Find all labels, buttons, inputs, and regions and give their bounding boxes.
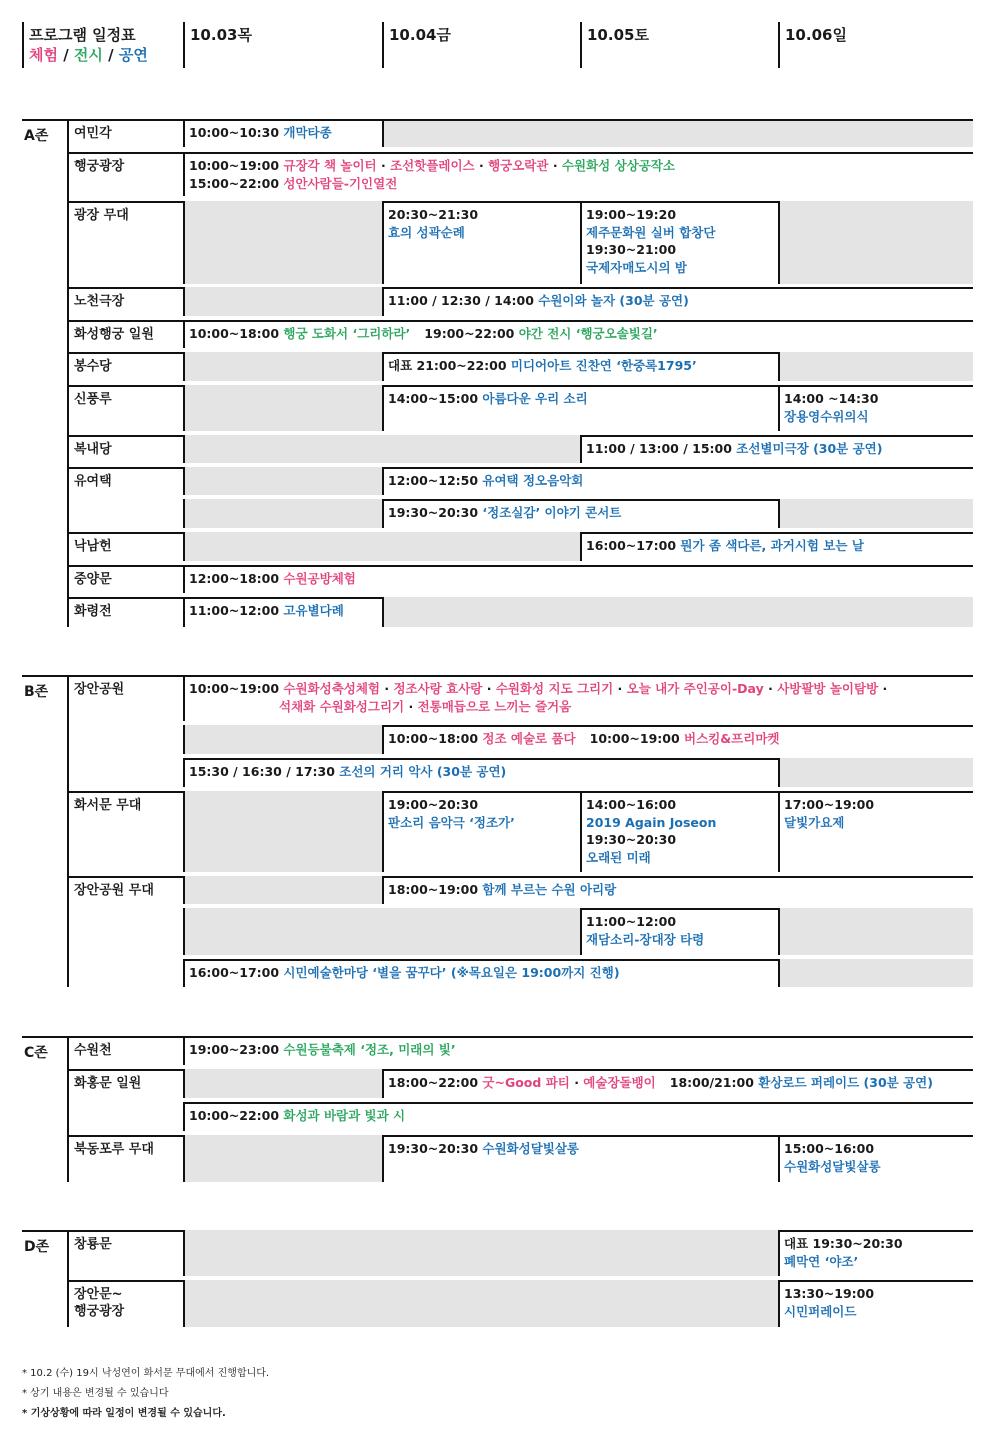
- venue-yeomingak: 여민각: [74, 126, 112, 141]
- event-cell: [382, 791, 580, 872]
- event-time: 10:00~18:00: [189, 326, 284, 341]
- event-cell: [183, 959, 778, 987]
- event-name: 유여택 정오음악회: [482, 473, 584, 488]
- event-name: 국제자매도시의 밤: [586, 259, 687, 275]
- venue-changryongmun: 창룡문: [74, 1237, 112, 1252]
- sep: ·: [376, 158, 391, 173]
- event-name: 효의 성곽순례: [388, 224, 465, 240]
- venue-hwahongmun: 화홍문 일원: [74, 1076, 142, 1091]
- event-name: 판소리 음악극 ‘정조가’: [388, 814, 515, 830]
- event-time: 19:30~21:00: [586, 242, 677, 257]
- event-time: 대표 21:00~22:00: [388, 358, 511, 373]
- event-name: 규장각 책 놀이터: [283, 158, 377, 173]
- empty-cell: [183, 791, 382, 872]
- event-cell: [580, 791, 778, 872]
- footnote: * 10.2 (수) 19시 낙성연이 화서문 무대에서 진행합니다.: [22, 1368, 270, 1379]
- event-name: 개막타종: [283, 125, 332, 140]
- event-time: 19:00~20:30: [388, 797, 479, 812]
- empty-cell: [183, 1069, 382, 1098]
- event-time: 15:30 / 16:30 / 17:30: [189, 764, 340, 779]
- empty-cell: [183, 499, 382, 528]
- event-cell: [183, 675, 973, 721]
- event-time: 19:00~19:20: [586, 207, 677, 222]
- event-time: 17:00~19:00: [784, 797, 875, 812]
- event-cell: [580, 435, 973, 463]
- event-name: 장용영수위의식: [784, 408, 869, 424]
- event-name: 수원공방체험: [283, 571, 356, 586]
- event-time: 10:00~19:00: [189, 681, 284, 696]
- event-name: 정조사랑 효사랑: [393, 681, 483, 696]
- category-legend: [29, 44, 148, 65]
- empty-cell: [183, 385, 382, 431]
- event-time: 16:00~17:00: [586, 538, 681, 553]
- sep: ·: [380, 681, 394, 696]
- venue-line: 행궁광장: [74, 1304, 125, 1319]
- zone-d-venue-rule: [67, 1230, 69, 1327]
- venue-bukdong-stage: 북동포루 무대: [74, 1142, 154, 1157]
- venue-bongsudang: 봉수당: [74, 359, 112, 374]
- empty-cell: [382, 119, 973, 147]
- event-name: 화성과 바람과 빛과 시: [283, 1108, 406, 1123]
- day-header-3: 10.05토: [587, 26, 649, 44]
- empty-cell: [382, 597, 973, 627]
- event-name: ‘정조실감’ 이야기 콘서트: [482, 505, 622, 520]
- event-name: 재담소리-장대장 타령: [586, 931, 705, 947]
- sep: ·: [613, 681, 627, 696]
- event-time: 16:00~17:00: [189, 965, 284, 980]
- event-cell: [382, 287, 973, 316]
- event-name: 아름다운 우리 소리: [482, 391, 588, 406]
- event-cell: [382, 467, 973, 495]
- empty-cell: [778, 908, 973, 955]
- venue-outdoor-theater: 노천극장: [74, 294, 125, 309]
- event-name: 조선별미극장 (30분 공연): [736, 441, 883, 456]
- event-time: 14:00 ~14:30: [784, 391, 879, 406]
- event-name: 오늘 내가 주인공이-Day: [626, 681, 764, 696]
- event-cell: [382, 876, 973, 904]
- sep: ·: [569, 1075, 584, 1090]
- empty-cell: [183, 467, 382, 495]
- event-time: 10:00~19:00: [589, 731, 685, 746]
- event-time: 13:30~19:00: [784, 1286, 875, 1301]
- event-name: 버스킹&프리마켓: [684, 731, 780, 746]
- empty-cell: [183, 1135, 382, 1182]
- event-time: 11:00~12:00: [189, 603, 284, 618]
- venue-hwaryeongjeon: 화령전: [74, 604, 112, 619]
- event-cell: [382, 499, 778, 528]
- event-cell: [778, 385, 973, 431]
- empty-cell: [183, 876, 382, 904]
- empty-cell: [778, 758, 973, 787]
- sep: ·: [878, 681, 888, 696]
- event-cell: [183, 119, 382, 147]
- event-name: 조선의 거리 악사 (30분 공연): [339, 764, 507, 779]
- zone-a-label: A존: [24, 128, 49, 144]
- event-cell: [778, 1135, 973, 1182]
- event-name: 야간 전시 ‘행궁오솔빛길’: [518, 326, 658, 341]
- zone-c-label: C존: [24, 1045, 48, 1061]
- empty-cell: [183, 352, 382, 381]
- venue-janganpark: 장안공원: [74, 682, 125, 697]
- venue-hwaseong-haenggung: 화성행궁 일원: [74, 327, 154, 342]
- venue-square-stage: 광장 무대: [74, 208, 129, 223]
- event-cell: [183, 1036, 973, 1065]
- empty-cell: [183, 435, 580, 463]
- empty-cell: [778, 201, 973, 284]
- venue-haenggung-square: 행궁광장: [74, 159, 125, 174]
- event-cell: [183, 152, 973, 196]
- event-name: 오래된 미래: [586, 849, 651, 865]
- event-time: 18:00~19:00: [388, 882, 483, 897]
- venue-suwoncheon: 수원천: [74, 1043, 112, 1058]
- event-name: 예술장돌뱅이: [583, 1075, 656, 1090]
- event-name: 뭔가 좀 색다른, 과거시험 보는 날: [680, 538, 864, 553]
- empty-cell: [778, 352, 973, 381]
- event-name: 시민예술한마당 ‘별을 꿈꾸다’: [283, 965, 447, 980]
- event-time: 11:00 / 13:00 / 15:00: [586, 441, 737, 456]
- event-cell: [778, 1230, 973, 1276]
- event-time: 19:30~20:30: [388, 505, 483, 520]
- event-time: 19:30~20:30: [388, 1141, 483, 1156]
- event-cell: [382, 385, 778, 431]
- event-name: 폐막연 ‘야조’: [784, 1253, 859, 1269]
- empty-cell: [183, 908, 580, 955]
- event-name: 굿~Good 파티: [482, 1075, 570, 1090]
- event-name: 제주문화원 실버 합창단: [586, 224, 716, 240]
- zone-d-label: D존: [24, 1239, 50, 1255]
- event-time: 19:00~23:00: [189, 1042, 284, 1057]
- legend-sep: /: [102, 46, 119, 64]
- event-name: 석채화 수원화성그리기: [279, 698, 405, 714]
- header-divider: [22, 22, 24, 68]
- empty-cell: [183, 1280, 778, 1327]
- sep: ·: [548, 158, 562, 173]
- venue-janganmun: [74, 1286, 124, 1320]
- venue-jungyangmun: 중양문: [74, 572, 112, 587]
- venue-sinpungnu: 신풍루: [74, 392, 112, 407]
- event-cell: [580, 908, 778, 955]
- event-cell: [183, 597, 382, 627]
- event-time: 14:00~16:00: [586, 797, 677, 812]
- event-name: 시민퍼레이드: [784, 1303, 857, 1319]
- sep: ·: [404, 698, 418, 714]
- event-time: 10:00~10:30: [189, 125, 284, 140]
- event-name: 환상로드 퍼레이드 (30분 공연): [758, 1075, 933, 1090]
- event-time: 19:00~22:00: [424, 326, 519, 341]
- legend-experience: 체험: [29, 46, 58, 64]
- legend-performance: 공연: [118, 46, 148, 64]
- empty-cell: [778, 959, 973, 987]
- event-name: 2019 Again Joseon: [586, 814, 717, 830]
- empty-cell: [183, 287, 382, 316]
- event-cell: [778, 1280, 973, 1327]
- legend-sep: /: [57, 46, 74, 64]
- event-cell: [382, 201, 580, 284]
- empty-cell: [778, 499, 973, 528]
- event-name: 미디어아트 진찬연 ‘한중록1795’: [510, 358, 697, 373]
- event-name: 수원화성축성체험: [283, 681, 381, 696]
- event-time: 대표 19:30~20:30: [784, 1236, 903, 1251]
- zone-a-venue-rule: [67, 119, 69, 627]
- empty-cell: [183, 532, 580, 561]
- event-name: 행궁오락관: [488, 158, 549, 173]
- event-name: 수원화성달빛살롱: [784, 1158, 881, 1174]
- event-time: 10:00~18:00: [388, 731, 483, 746]
- event-name: 수원화성 상상공작소: [561, 158, 675, 173]
- empty-cell: [183, 725, 382, 754]
- event-cell: [183, 320, 973, 348]
- event-time: 14:00~15:00: [388, 391, 483, 406]
- event-time: 10:00~19:00: [189, 158, 284, 173]
- venue-naknamheon: 낙남헌: [74, 539, 112, 554]
- event-cell: [382, 352, 778, 381]
- event-cell: [183, 758, 778, 787]
- zone-b-venue-rule: [67, 675, 69, 987]
- event-name: 달빛가요제: [784, 814, 845, 830]
- zone-b-label: B존: [24, 684, 49, 700]
- event-time: 11:00 / 12:30 / 14:00: [388, 293, 539, 308]
- event-name: 성안사람들-기인열전: [283, 175, 398, 191]
- event-name: 정조 예술로 품다: [482, 731, 576, 746]
- day-header-4: 10.06일: [785, 26, 847, 44]
- event-time: 15:00~22:00: [189, 175, 284, 191]
- sep: ·: [474, 158, 489, 173]
- header-divider: [778, 22, 780, 68]
- event-name: 행궁 도화서 ‘그리하라’: [283, 326, 411, 341]
- event-name: 수원화성 지도 그리기: [495, 681, 614, 696]
- venue-line: 장안문~: [74, 1287, 123, 1302]
- legend-exhibition: 전시: [73, 46, 103, 64]
- sep: ·: [482, 681, 496, 696]
- event-cell: [382, 725, 973, 754]
- event-name: 수원등불축제 ‘정조, 미래의 빛’: [283, 1042, 456, 1057]
- day-header-2: 10.04금: [389, 26, 451, 44]
- venue-boknaedang: 복내당: [74, 442, 112, 457]
- event-time: 11:00~12:00: [586, 914, 677, 929]
- empty-cell: [183, 1230, 778, 1276]
- event-cell: [183, 565, 973, 593]
- event-name: 고유별다례: [283, 603, 344, 618]
- empty-cell: [183, 201, 382, 284]
- zone-c-venue-rule: [67, 1036, 69, 1182]
- event-time: 18:00~22:00: [388, 1075, 483, 1090]
- event-cell: [580, 532, 973, 561]
- sep: ·: [763, 681, 778, 696]
- event-cell: [580, 201, 778, 284]
- event-time: 12:00~12:50: [388, 473, 483, 488]
- event-name: 사방팔방 놀이탐방: [777, 681, 879, 696]
- event-cell: [778, 791, 973, 872]
- event-cell: [382, 1135, 778, 1182]
- event-name: 함께 부르는 수원 아리랑: [482, 882, 617, 897]
- venue-janganpark-stage: 장안공원 무대: [74, 883, 154, 898]
- footnote: * 기상상황에 따라 일정이 변경될 수 있습니다.: [22, 1408, 226, 1419]
- event-time: 10:00~22:00: [189, 1108, 284, 1123]
- event-time: 18:00/21:00: [669, 1075, 759, 1090]
- event-time: 12:00~18:00: [189, 571, 284, 586]
- footnote: * 상기 내용은 변경될 수 있습니다: [22, 1388, 169, 1399]
- event-time: 19:30~20:30: [586, 832, 677, 847]
- venue-hwaseomun-stage: 화서문 무대: [74, 798, 142, 813]
- page-title: 프로그램 일정표: [29, 26, 136, 44]
- event-note: (※목요일은 19:00까지 진행): [446, 965, 620, 980]
- header-divider: [580, 22, 582, 68]
- venue-yuyeotaek: 유여택: [74, 474, 112, 489]
- header-divider: [183, 22, 185, 68]
- event-name: 수원이와 놀자 (30분 공연): [538, 293, 689, 308]
- event-time: 15:00~16:00: [784, 1141, 875, 1156]
- event-cell: [382, 1069, 973, 1098]
- event-time: 20:30~21:30: [388, 207, 479, 222]
- event-name: 수원화성달빛살롱: [482, 1141, 580, 1156]
- day-header-1: 10.03목: [190, 26, 252, 44]
- event-cell: [183, 1102, 973, 1131]
- event-name: 전통매듭으로 느끼는 즐거움: [417, 698, 572, 714]
- event-name: 조선핫플레이스: [390, 158, 475, 173]
- header-divider: [382, 22, 384, 68]
